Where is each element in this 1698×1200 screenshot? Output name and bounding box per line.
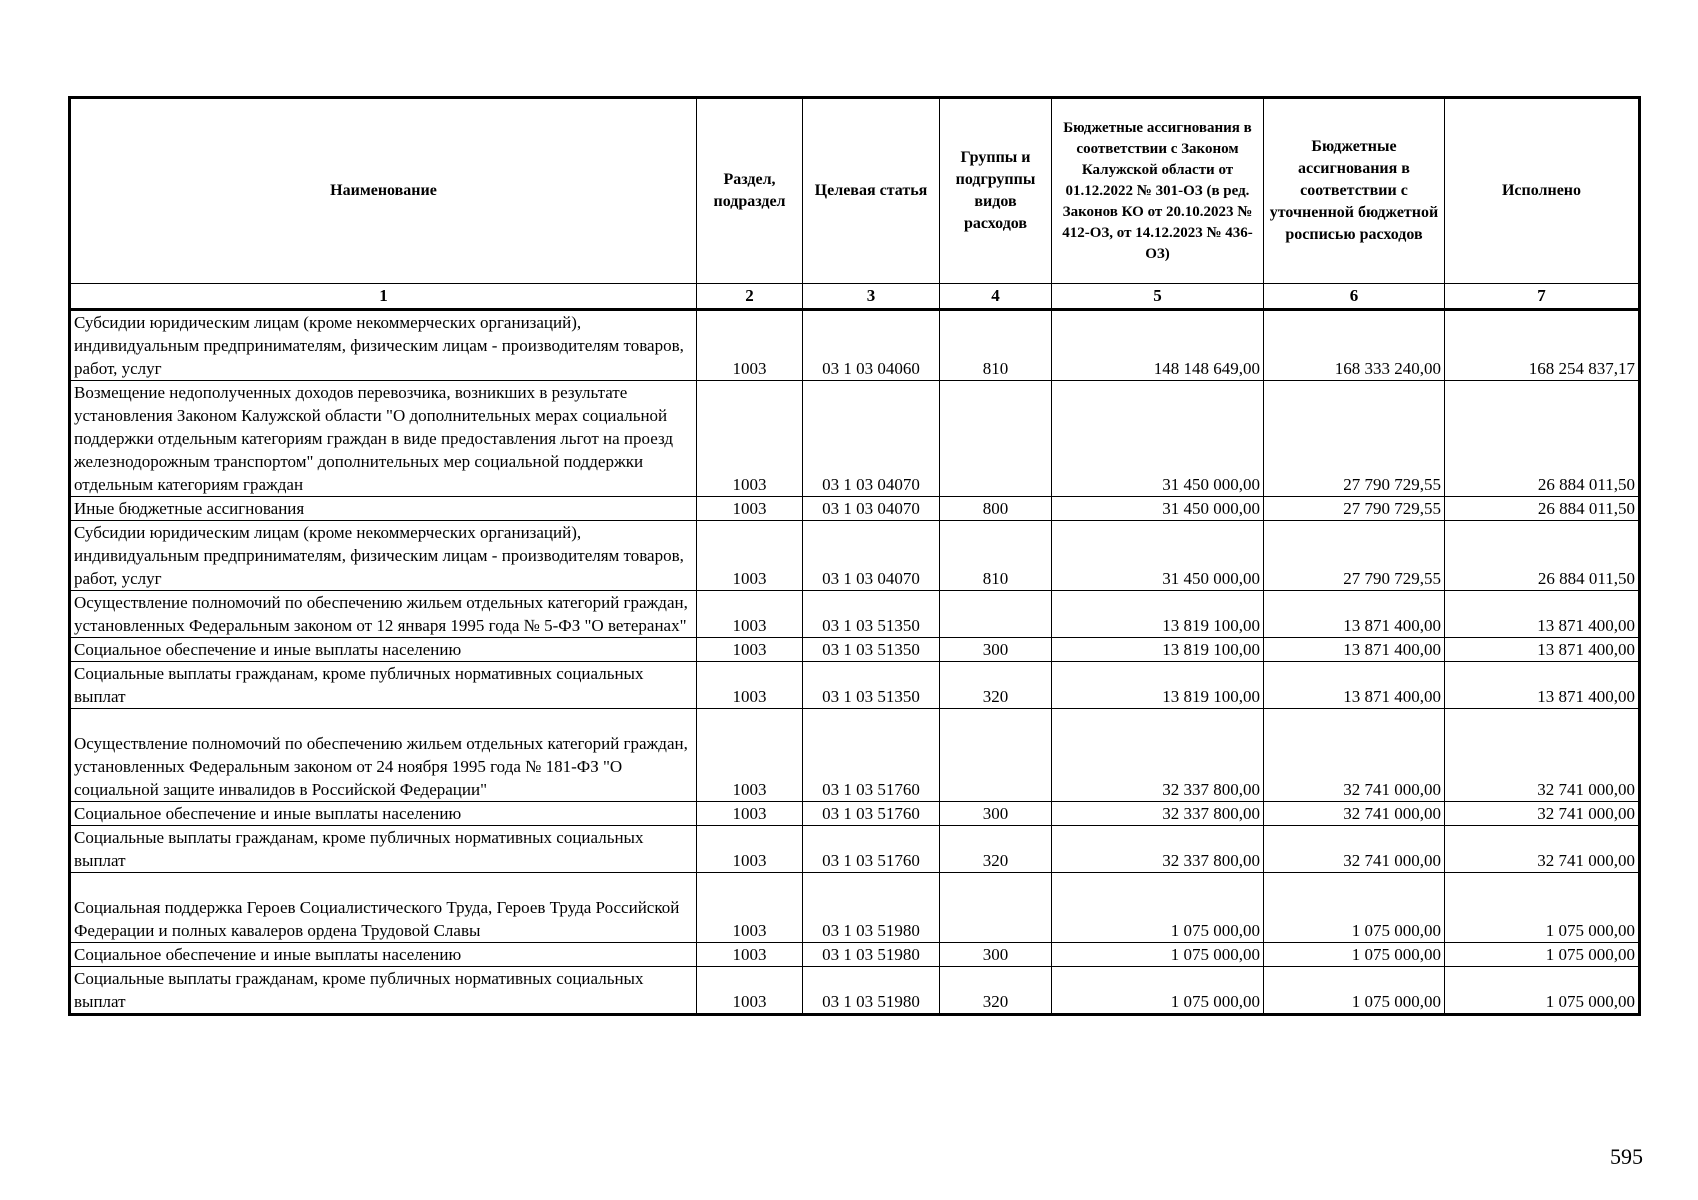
- row-name: Социальная поддержка Героев Социалистического Труда, Героев Труда Российской Федерации и полных кавалеров ордена Трудовой Славы: [70, 873, 697, 943]
- row-section: 1003: [697, 638, 803, 662]
- table-row: [70, 638, 1640, 662]
- row-article: 03 1 03 04070: [803, 497, 940, 521]
- column-number: 7: [1445, 284, 1640, 310]
- table-row: [70, 873, 1640, 943]
- row-executed: 1 075 000,00: [1445, 943, 1640, 967]
- row-executed: 13 871 400,00: [1445, 638, 1640, 662]
- row-budget-refined: 1 075 000,00: [1264, 943, 1445, 967]
- row-article: 03 1 03 04070: [803, 381, 940, 497]
- row-executed: 168 254 837,17: [1445, 310, 1640, 381]
- row-executed: 13 871 400,00: [1445, 591, 1640, 638]
- row-budget-law: 32 337 800,00: [1052, 709, 1264, 802]
- row-name: Субсидии юридическим лицам (кроме некоммерческих организаций), индивидуальным предпринимателям, физическим лицам - производителям товаров, работ, услуг: [70, 310, 697, 381]
- header-budget-law: Бюджетные ассигнования в соответствии с Законом Калужской области от 01.12.2022 № 301-ОЗ (в ред. Законов КО от 20.10.2023 № 412-ОЗ, от 14.12.2023 № 436-ОЗ): [1052, 98, 1264, 284]
- row-budget-law: 32 337 800,00: [1052, 826, 1264, 873]
- row-section: 1003: [697, 591, 803, 638]
- row-executed: 26 884 011,50: [1445, 521, 1640, 591]
- table-row: [70, 709, 1640, 802]
- row-group: [940, 709, 1052, 802]
- row-executed: 1 075 000,00: [1445, 873, 1640, 943]
- row-group: 300: [940, 943, 1052, 967]
- row-section: 1003: [697, 802, 803, 826]
- table-row: [70, 802, 1640, 826]
- row-executed: 26 884 011,50: [1445, 381, 1640, 497]
- row-executed: 1 075 000,00: [1445, 967, 1640, 1015]
- column-number: 6: [1264, 284, 1445, 310]
- row-executed: 26 884 011,50: [1445, 497, 1640, 521]
- row-group: 800: [940, 497, 1052, 521]
- row-budget-law: 148 148 649,00: [1052, 310, 1264, 381]
- row-budget-law: 1 075 000,00: [1052, 967, 1264, 1015]
- row-budget-law: 1 075 000,00: [1052, 873, 1264, 943]
- row-name: Социальное обеспечение и иные выплаты населению: [70, 943, 697, 967]
- row-budget-law: 31 450 000,00: [1052, 497, 1264, 521]
- row-name: Социальное обеспечение и иные выплаты населению: [70, 638, 697, 662]
- row-article: 03 1 03 51980: [803, 873, 940, 943]
- row-name: Социальные выплаты гражданам, кроме публичных нормативных социальных выплат: [70, 967, 697, 1015]
- row-budget-refined: 13 871 400,00: [1264, 638, 1445, 662]
- row-executed: 32 741 000,00: [1445, 826, 1640, 873]
- row-group: 320: [940, 662, 1052, 709]
- row-name: Возмещение недополученных доходов перевозчика, возникших в результате установления Законом Калужской области "О дополнительных мерах социальной поддержки отдельным категориям граждан в виде предоставления льгот на проезд железнодорожным транспортом" дополнительных мер социальной поддержки отдельным категориям граждан: [70, 381, 697, 497]
- row-budget-refined: 27 790 729,55: [1264, 497, 1445, 521]
- row-section: 1003: [697, 967, 803, 1015]
- row-budget-refined: 13 871 400,00: [1264, 662, 1445, 709]
- row-budget-law: 32 337 800,00: [1052, 802, 1264, 826]
- row-name: Осуществление полномочий по обеспечению жильем отдельных категорий граждан, установленных Федеральным законом от 12 января 1995 года № 5-ФЗ "О ветеранах": [70, 591, 697, 638]
- row-budget-law: 31 450 000,00: [1052, 381, 1264, 497]
- table-row: [70, 662, 1640, 709]
- column-number: 2: [697, 284, 803, 310]
- row-section: 1003: [697, 662, 803, 709]
- row-budget-refined: 1 075 000,00: [1264, 873, 1445, 943]
- row-group: 300: [940, 802, 1052, 826]
- row-budget-refined: 27 790 729,55: [1264, 381, 1445, 497]
- row-name: Субсидии юридическим лицам (кроме некоммерческих организаций), индивидуальным предпринимателям, физическим лицам - производителям товаров, работ, услуг: [70, 521, 697, 591]
- row-article: 03 1 03 51760: [803, 826, 940, 873]
- row-budget-refined: 168 333 240,00: [1264, 310, 1445, 381]
- row-budget-refined: 1 075 000,00: [1264, 967, 1445, 1015]
- row-budget-refined: 13 871 400,00: [1264, 591, 1445, 638]
- row-executed: 32 741 000,00: [1445, 709, 1640, 802]
- row-group: 810: [940, 310, 1052, 381]
- row-article: 03 1 03 51350: [803, 638, 940, 662]
- row-budget-law: 1 075 000,00: [1052, 943, 1264, 967]
- row-article: 03 1 03 04060: [803, 310, 940, 381]
- row-article: 03 1 03 51350: [803, 662, 940, 709]
- row-group: [940, 381, 1052, 497]
- table-row: [70, 310, 1640, 381]
- row-section: 1003: [697, 310, 803, 381]
- row-article: 03 1 03 51980: [803, 967, 940, 1015]
- row-budget-refined: 32 741 000,00: [1264, 709, 1445, 802]
- column-number: 1: [70, 284, 697, 310]
- row-group: [940, 591, 1052, 638]
- row-budget-refined: 32 741 000,00: [1264, 826, 1445, 873]
- row-group: [940, 873, 1052, 943]
- row-group: 810: [940, 521, 1052, 591]
- header-row: [70, 98, 1640, 284]
- budget-execution-table: [68, 96, 1641, 1016]
- row-article: 03 1 03 51760: [803, 709, 940, 802]
- page-number: 595: [1610, 1144, 1643, 1169]
- row-section: 1003: [697, 497, 803, 521]
- row-executed: 13 871 400,00: [1445, 662, 1640, 709]
- table-body: [70, 310, 1640, 1015]
- row-article: 03 1 03 51980: [803, 943, 940, 967]
- row-budget-refined: 27 790 729,55: [1264, 521, 1445, 591]
- row-article: 03 1 03 51760: [803, 802, 940, 826]
- row-name: Социальные выплаты гражданам, кроме публичных нормативных социальных выплат: [70, 826, 697, 873]
- header-name: Наименование: [70, 98, 697, 284]
- row-budget-law: 13 819 100,00: [1052, 662, 1264, 709]
- table-row: [70, 591, 1640, 638]
- row-executed: 32 741 000,00: [1445, 802, 1640, 826]
- row-budget-law: 31 450 000,00: [1052, 521, 1264, 591]
- column-number-row: [70, 284, 1640, 310]
- row-section: 1003: [697, 826, 803, 873]
- row-article: 03 1 03 04070: [803, 521, 940, 591]
- row-budget-law: 13 819 100,00: [1052, 591, 1264, 638]
- row-name: Осуществление полномочий по обеспечению жильем отдельных категорий граждан, установленных Федеральным законом от 24 ноября 1995 года № 181-ФЗ "О социальной защите инвалидов в Российской Федерации": [70, 709, 697, 802]
- table-row: [70, 826, 1640, 873]
- table-row: [70, 967, 1640, 1015]
- table-row: [70, 497, 1640, 521]
- table-row: [70, 521, 1640, 591]
- row-article: 03 1 03 51350: [803, 591, 940, 638]
- row-section: 1003: [697, 381, 803, 497]
- row-name: Социальное обеспечение и иные выплаты населению: [70, 802, 697, 826]
- column-number: 4: [940, 284, 1052, 310]
- header-expense-groups: Группы и подгруппы видов расходов: [940, 98, 1052, 284]
- row-budget-law: 13 819 100,00: [1052, 638, 1264, 662]
- row-name: Иные бюджетные ассигнования: [70, 497, 697, 521]
- header-budget-refined: Бюджетные ассигнования в соответствии с уточненной бюджетной росписью расходов: [1264, 98, 1445, 284]
- table-row: [70, 943, 1640, 967]
- row-budget-refined: 32 741 000,00: [1264, 802, 1445, 826]
- header-target-article: Целевая статья: [803, 98, 940, 284]
- table-header: [70, 98, 1640, 310]
- row-group: 320: [940, 826, 1052, 873]
- row-section: 1003: [697, 709, 803, 802]
- table-row: [70, 381, 1640, 497]
- row-group: 300: [940, 638, 1052, 662]
- row-section: 1003: [697, 873, 803, 943]
- row-name: Социальные выплаты гражданам, кроме публичных нормативных социальных выплат: [70, 662, 697, 709]
- row-section: 1003: [697, 943, 803, 967]
- row-section: 1003: [697, 521, 803, 591]
- column-number: 3: [803, 284, 940, 310]
- column-number: 5: [1052, 284, 1264, 310]
- row-group: 320: [940, 967, 1052, 1015]
- header-executed: Исполнено: [1445, 98, 1640, 284]
- header-section: Раздел, подраздел: [697, 98, 803, 284]
